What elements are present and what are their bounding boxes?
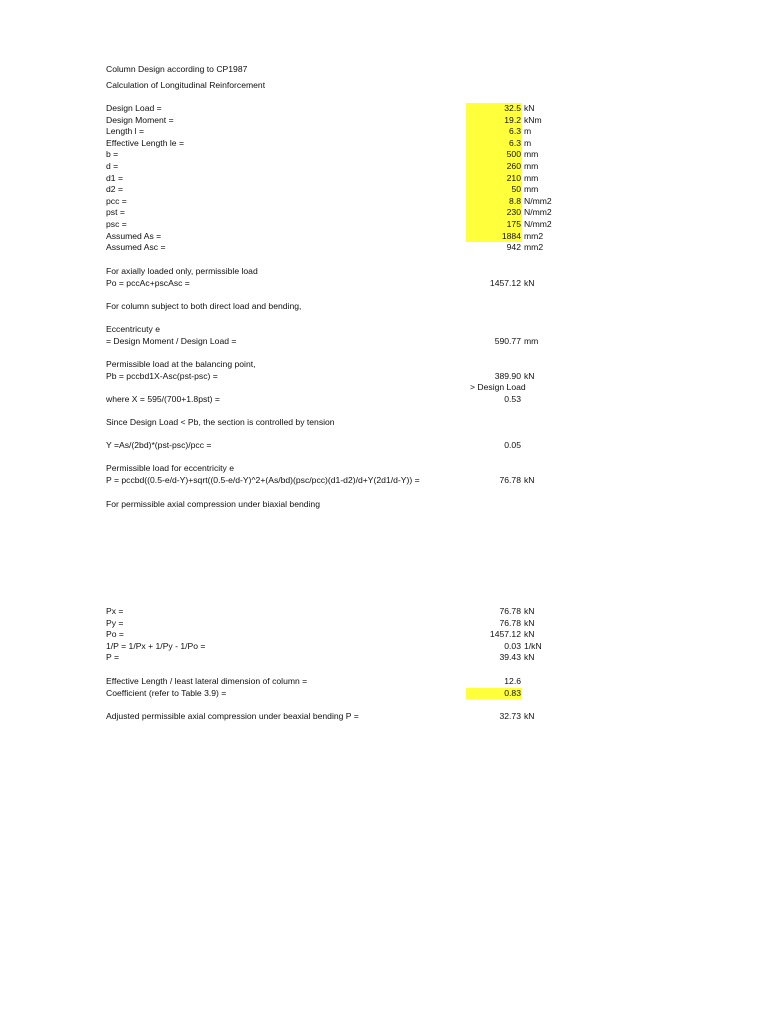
asc-row (0, 242, 768, 253)
biaxial-label: Po = (106, 629, 124, 640)
input-value[interactable]: 19.2 (504, 114, 521, 125)
balance-unit: kN (524, 370, 535, 381)
input-unit: mm (524, 184, 539, 195)
input-row-psc (0, 219, 768, 230)
axial-intro: For axially loaded only, permissible load (106, 266, 258, 276)
input-unit: mm (524, 172, 539, 183)
input-label: d2 = (106, 184, 123, 195)
title-row (0, 64, 768, 75)
ecc-unit: mm (524, 335, 539, 346)
balance-note: > Design Load (470, 382, 526, 392)
biaxial-label: 1/P = 1/Px + 1/Py - 1/Po = (106, 640, 206, 651)
biaxial-label: Py = (106, 617, 124, 628)
input-value[interactable]: 6.3 (509, 126, 521, 137)
balance-label: Pb = pccbd1X-Asc(pst-psc) = (106, 370, 218, 381)
input-row-d1 (0, 173, 768, 184)
input-unit: m (524, 137, 532, 148)
input-label: Design Load = (106, 103, 162, 113)
since-row (0, 417, 768, 428)
coef-label: Coefficient (refer to Table 3.9) = (106, 687, 227, 698)
slender-label: Effective Length / least lateral dimension of column = (106, 676, 308, 686)
input-value[interactable]: 230 (506, 207, 521, 218)
bending-intro: For column subject to both direct load and bending, (106, 301, 302, 311)
biaxial-label: P = (106, 652, 119, 663)
bending-intro-row (0, 301, 768, 312)
input-label: Assumed As = (106, 230, 162, 241)
y-row (0, 440, 768, 451)
input-unit: kNm (524, 114, 542, 125)
asc-value: 942 (506, 242, 521, 253)
input-value[interactable]: 1884 (501, 230, 521, 241)
balance-note-row (0, 382, 768, 393)
axial-unit: kN (524, 277, 535, 288)
coef-value[interactable]: 0.83 (504, 687, 521, 698)
biaxial-unit: kN (524, 652, 535, 663)
input-label: d = (106, 161, 119, 171)
perm-e-label: P = pccbd((0.5-e/d-Y)+sqrt((0.5-e/d-Y)^2+(As/bd)(psc/pcc)(d1-d2)/d+Y(2d1/d-Y)) = (106, 474, 420, 485)
biaxial-unit: kN (524, 629, 535, 640)
ecc-row (0, 336, 768, 347)
biaxial-unit: kN (524, 606, 535, 616)
y-value: 0.05 (504, 440, 521, 450)
ecc-intro-row (0, 324, 768, 335)
input-row-d (0, 161, 768, 172)
perm-e-intro: Permissible load for eccentricity e (106, 463, 234, 473)
biaxial-intro-row (0, 499, 768, 510)
input-unit: mm (524, 149, 539, 160)
input-value[interactable]: 500 (506, 149, 521, 160)
adjusted-value: 32.73 (499, 711, 521, 721)
balance-value: 389.90 (494, 370, 521, 381)
axial-label: Po = pccAc+pscAsc = (106, 277, 190, 288)
since-text: Since Design Load < Pb, the section is controlled by tension (106, 416, 335, 427)
biaxial-unit: 1/kN (524, 640, 542, 651)
input-value[interactable]: 32.5 (504, 103, 521, 113)
input-row-length (0, 126, 768, 137)
input-unit: N/mm2 (524, 207, 552, 218)
input-label: Design Moment = (106, 114, 174, 125)
axial-row (0, 278, 768, 289)
input-unit: mm (524, 161, 539, 171)
asc-unit: mm2 (524, 242, 544, 253)
input-row-as (0, 231, 768, 242)
perm-e-unit: kN (524, 474, 535, 485)
biaxial-value: 0.03 (504, 640, 521, 651)
biaxial-row-po (0, 629, 768, 640)
slender-row (0, 676, 768, 687)
biaxial-value: 1457.12 (489, 629, 521, 640)
input-label: Effective Length le = (106, 137, 184, 148)
page-subtitle: Calculation of Longitudinal Reinforcement (106, 80, 266, 90)
input-value[interactable]: 210 (506, 172, 521, 183)
x-value: 0.53 (504, 393, 521, 404)
input-label: d1 = (106, 172, 123, 183)
x-row (0, 394, 768, 405)
input-row-d2 (0, 184, 768, 195)
input-label: pcc = (106, 195, 127, 206)
input-row-effective-length (0, 138, 768, 149)
adjusted-label: Adjusted permissible axial compression under beaxial bending P = (106, 711, 359, 721)
perm-e-value: 76.78 (499, 474, 521, 485)
input-row-design-moment (0, 115, 768, 126)
input-unit: N/mm2 (524, 195, 552, 206)
axial-intro-row (0, 266, 768, 277)
biaxial-value: 76.78 (499, 617, 521, 628)
balance-row (0, 371, 768, 382)
input-unit: mm2 (524, 230, 544, 241)
axial-value: 1457.12 (489, 277, 521, 288)
biaxial-row-p (0, 652, 768, 663)
perm-e-row (0, 475, 768, 486)
input-value[interactable]: 6.3 (509, 137, 521, 148)
x-label: where X = 595/(700+1.8pst) = (106, 393, 220, 404)
input-value[interactable]: 260 (506, 161, 521, 171)
biaxial-intro: For permissible axial compression under biaxial bending (106, 498, 320, 509)
input-row-pcc (0, 196, 768, 207)
perm-e-intro-row (0, 463, 768, 474)
biaxial-value: 76.78 (499, 606, 521, 616)
y-label: Y =As/(2bd)*(pst-psc)/pcc = (106, 440, 212, 450)
input-row-b (0, 149, 768, 160)
biaxial-row-px (0, 606, 768, 617)
input-row-pst (0, 207, 768, 218)
biaxial-value: 39.43 (499, 652, 521, 663)
input-value[interactable]: 175 (506, 219, 521, 229)
input-row-design-load (0, 103, 768, 114)
input-unit: kN (524, 103, 535, 113)
slender-value: 12.6 (504, 676, 521, 686)
input-label: psc = (106, 219, 127, 229)
adjusted-unit: kN (524, 711, 535, 721)
page-title: Column Design according to CP1987 (106, 64, 248, 74)
balance-intro-row (0, 359, 768, 370)
asc-label: Assumed Asc = (106, 242, 166, 253)
ecc-value: 590.77 (494, 335, 521, 346)
biaxial-row-reciprocal (0, 641, 768, 652)
input-label: Length l = (106, 126, 144, 137)
ecc-intro: Eccentricuty e (106, 324, 160, 334)
ecc-label: = Design Moment / Design Load = (106, 335, 237, 346)
biaxial-unit: kN (524, 617, 535, 628)
input-value[interactable]: 8.8 (509, 195, 521, 206)
balance-intro: Permissible load at the balancing point, (106, 359, 256, 369)
input-unit: m (524, 126, 532, 137)
input-unit: N/mm2 (524, 219, 552, 229)
biaxial-row-py (0, 618, 768, 629)
biaxial-label: Px = (106, 606, 124, 616)
adjusted-row (0, 711, 768, 722)
input-label: pst = (106, 207, 125, 218)
input-value[interactable]: 50 (511, 184, 521, 195)
input-label: b = (106, 149, 119, 160)
subtitle-row (0, 80, 768, 91)
coef-row (0, 688, 768, 699)
